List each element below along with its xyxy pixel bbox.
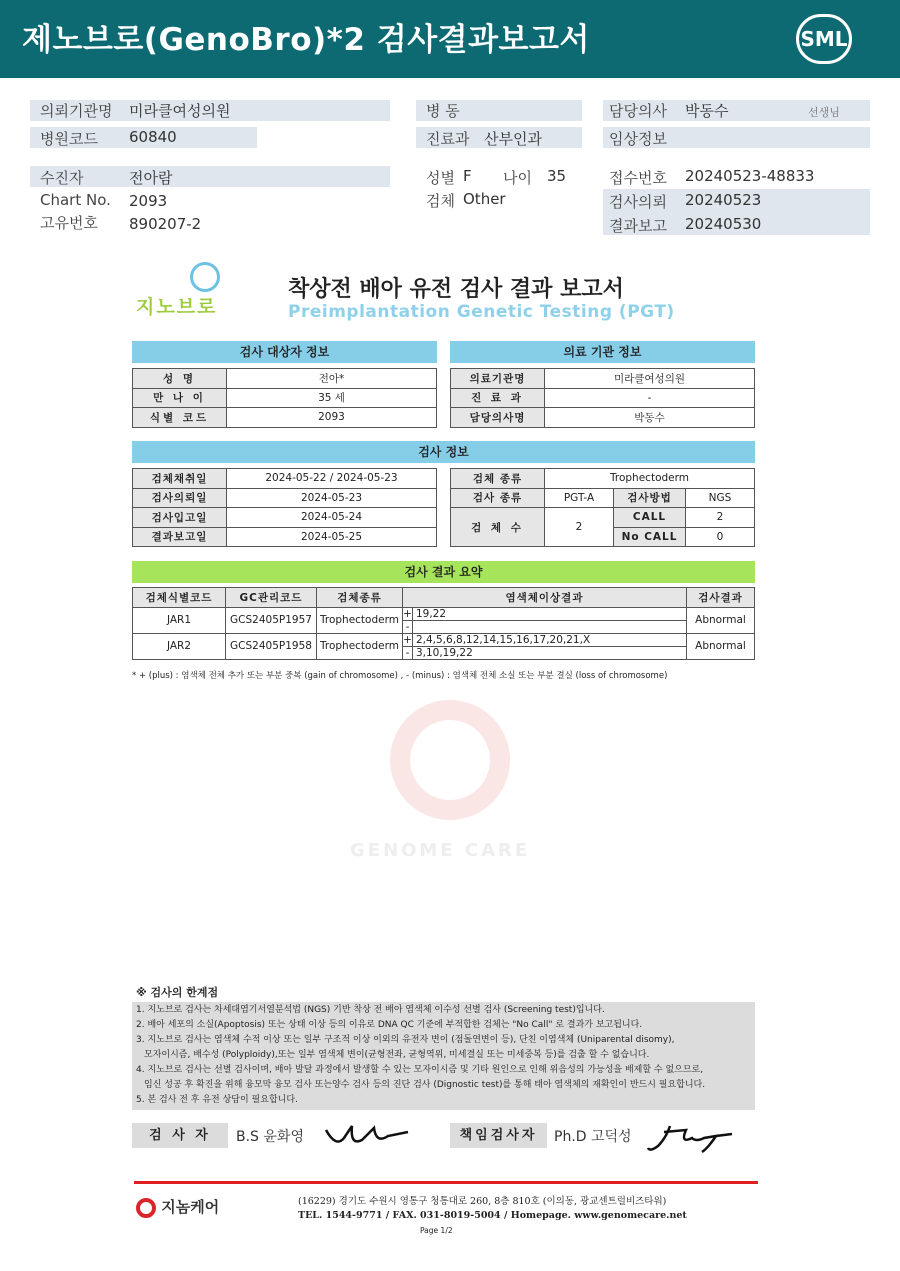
collect-value: 2024-05-22 / 2024-05-23 <box>227 469 437 489</box>
limits-title: ※ 검사의 한계점 <box>136 986 219 999</box>
test-dates-table <box>132 468 437 547</box>
watermark-text: GENOME CARE <box>350 840 531 861</box>
footer-address: (16229) 경기도 수원시 영통구 청통대로 260, 8층 810호 (이의동, 광교센트럴비즈타워) <box>298 1196 667 1207</box>
clinical-label: 임상정보 <box>609 130 667 148</box>
medical-doctor-value: 박동수 <box>545 408 755 428</box>
genobro-logo-text: 지노브로 <box>136 296 218 318</box>
limit-line: 2. 배아 세포의 소실(Apoptosis) 또는 상태 이상 등의 이유로 DNA QC 기준에 부적합한 검체는 "No Call" 로 결과가 보고됩니다. <box>136 1020 643 1030</box>
subject-age-label: 만 나 이 <box>133 388 227 408</box>
test-request-label: 검사의뢰일 <box>133 488 227 508</box>
tester-signature-icon <box>322 1118 412 1150</box>
row2-id: JAR2 <box>133 633 226 659</box>
medical-dept-value: - <box>545 388 755 408</box>
page-number: Page 1/2 <box>420 1226 453 1235</box>
subject-heading: 검사 대상자 정보 <box>132 341 437 363</box>
method-value: NGS <box>686 488 755 508</box>
test-type-value: PGT-A <box>545 488 614 508</box>
table-row <box>133 633 755 646</box>
subject-table <box>132 368 437 428</box>
nocall-label: No CALL <box>614 527 686 547</box>
genobro-logo <box>134 262 246 324</box>
report-subtitle: Preimplantation Genetic Testing (PGT) <box>288 302 675 322</box>
footer-contact: TEL. 1544-9771 / FAX. 031-8019-5004 / Homepage. www.genomecare.net <box>298 1210 687 1221</box>
test-report-value: 2024-05-25 <box>227 527 437 547</box>
tester-label: 검 사 자 <box>132 1123 228 1148</box>
limit-line: 4. 지노브로 검사는 선별 검사이며, 배아 발달 과정에서 발생할 수 있는 모자이시즘 및 기타 원인으로 인해 위음성의 가능성을 배제할 수 없으므로, <box>136 1065 704 1075</box>
chief-name: Ph.D 고덕성 <box>554 1129 632 1145</box>
sml-logo: SML <box>796 14 852 64</box>
sex-label: 성별 <box>426 169 455 187</box>
doctor-title: 선생님 <box>808 106 840 119</box>
row2-type: Trophectoderm <box>317 633 403 659</box>
row1-plus-sign: + <box>403 607 412 620</box>
subject-id-value: 2093 <box>227 408 437 428</box>
test-specimen-table <box>450 468 755 547</box>
receive-value: 2024-05-24 <box>227 508 437 528</box>
header-bar <box>0 0 900 78</box>
row1-id: JAR1 <box>133 607 226 633</box>
subject-age-value: 35 세 <box>227 388 437 408</box>
medical-doctor-label: 담당의사명 <box>451 408 545 428</box>
row2-plus-sign: + <box>403 633 412 646</box>
receipt-label: 접수번호 <box>609 169 667 187</box>
row1-minus-sign: - <box>402 620 412 633</box>
report-label: 결과보고 <box>609 217 667 235</box>
limit-line: 3. 지노브로 검사는 염색체 수적 이상 또는 일부 구조적 이상 이외의 유전자 변이 (점돌연변이 등), 단친 이염색체 (Uniparental disomy), <box>136 1035 675 1045</box>
row1-type: Trophectoderm <box>317 607 403 633</box>
request-label: 검사의뢰 <box>609 193 667 211</box>
subject-name-label: 성 명 <box>133 369 227 389</box>
summary-note: * + (plus) : 염색체 전체 추가 또는 부분 중복 (gain of chromosome) , - (minus) : 염색체 전체 소실 또는 부분 결실 (loss of chromosome) <box>132 671 668 681</box>
row2-gc: GCS2405P1958 <box>226 633 317 659</box>
row1-minus <box>412 620 686 633</box>
specimen-value: Other <box>463 190 506 208</box>
chief-label: 책임검사자 <box>450 1123 547 1148</box>
unique-label: 고유번호 <box>40 214 98 232</box>
page-title: 제노브로(GenoBro)*2 검사결과보고서 <box>22 22 590 58</box>
medical-inst-label: 의료기관명 <box>451 369 545 389</box>
medical-dept-label: 진 료 과 <box>451 388 545 408</box>
limit-line: 1. 지노브로 검사는 차세대염기서열분석법 (NGS) 기반 착상 전 배아 염색체 이수성 선별 검사 (Screening test)입니다. <box>136 1005 605 1015</box>
summary-heading: 검사 결과 요약 <box>132 561 755 583</box>
hospital-code-label: 병원코드 <box>40 130 98 148</box>
patient-label: 수진자 <box>40 169 84 187</box>
unique-value: 890207-2 <box>129 215 202 233</box>
count-label: 검 체 수 <box>451 508 545 547</box>
test-request-value: 2024-05-23 <box>227 488 437 508</box>
limit-line: 임신 성공 후 확진을 위해 융모막 융모 검사 또는양수 검사 등의 진단 검사 (Dignostic test)를 통해 태아 염색체의 재확인이 반드시 필요합니다. <box>144 1080 706 1090</box>
test-report-label: 결과보고일 <box>133 527 227 547</box>
call-value: 2 <box>686 508 755 528</box>
footer-logo <box>136 1196 219 1218</box>
specimen-type-value: Trophectoderm <box>545 469 755 489</box>
count-value: 2 <box>545 508 614 547</box>
row2-result: Abnormal <box>687 633 755 659</box>
institution-label: 의뢰기관명 <box>40 102 113 120</box>
row2-plus: 2,4,5,6,8,12,14,15,16,17,20,21,X <box>412 633 686 646</box>
method-label: 검사방법 <box>614 488 686 508</box>
chart-value: 2093 <box>129 192 168 210</box>
chart-label: Chart No. <box>40 191 111 209</box>
tester-name: B.S 윤화영 <box>236 1129 304 1145</box>
summary-table <box>132 587 755 660</box>
specimen-type-label: 검체 종류 <box>451 469 545 489</box>
medical-heading: 의료 기관 정보 <box>450 341 755 363</box>
test-info-heading: 검사 정보 <box>132 441 755 463</box>
col-header-chrom: 염색체이상결과 <box>402 588 686 608</box>
watermark-icon <box>390 700 510 820</box>
row1-result: Abnormal <box>687 607 755 633</box>
dept-label: 진료과 <box>426 130 470 148</box>
receive-label: 검사입고일 <box>133 508 227 528</box>
institution-value: 미라클여성의원 <box>129 102 231 120</box>
footer-address-block <box>298 1195 687 1223</box>
ward-label: 병 동 <box>426 102 460 120</box>
subject-id-label: 식별 코드 <box>133 408 227 428</box>
sex-value: F <box>463 167 472 185</box>
row1-gc: GCS2405P1957 <box>226 607 317 633</box>
table-row <box>133 607 755 620</box>
dept-value: 산부인과 <box>484 130 542 148</box>
genobro-circle-icon <box>190 262 220 292</box>
test-type-label: 검사 종류 <box>451 488 545 508</box>
limits-box <box>132 1002 755 1110</box>
chief-signature-icon <box>646 1118 736 1154</box>
receipt-value: 20240523-48833 <box>685 167 815 185</box>
col-header-id: 검체식별코드 <box>133 588 226 608</box>
doctor-label: 담당의사 <box>609 102 667 120</box>
footer-divider <box>134 1181 758 1184</box>
doctor-value: 박동수 <box>685 102 729 120</box>
col-header-gc: GC관리코드 <box>226 588 317 608</box>
subject-name-value: 전아* <box>227 369 437 389</box>
report-value: 20240530 <box>685 215 762 233</box>
limit-line: 모자이시즘, 배수성 (Polyploidy),또는 일부 염색체 변이(균형전좌, 균형역위, 미세결실 또는 미세중복 등)를 검출 할 수 없습니다. <box>144 1050 650 1060</box>
col-header-result: 검사결과 <box>687 588 755 608</box>
col-header-type: 검체종류 <box>317 588 403 608</box>
medical-table <box>450 368 755 428</box>
nocall-value: 0 <box>686 527 755 547</box>
hospital-code-value: 60840 <box>129 128 177 146</box>
row1-plus: 19,22 <box>412 607 686 620</box>
call-label: CALL <box>614 508 686 528</box>
row2-minus-sign: - <box>402 646 412 659</box>
footer-logo-text: 지놈케어 <box>161 1198 220 1216</box>
medical-inst-value: 미라클여성의원 <box>545 369 755 389</box>
report-title: 착상전 배아 유전 검사 결과 보고서 <box>288 277 624 302</box>
request-value: 20240523 <box>685 191 762 209</box>
genomecare-logo-icon <box>136 1198 156 1218</box>
row2-minus: 3,10,19,22 <box>412 646 686 659</box>
specimen-label: 검체 <box>426 192 455 210</box>
limit-line: 5. 본 검사 전 후 유전 상담이 필요합니다. <box>136 1095 298 1105</box>
collect-label: 검체채취일 <box>133 469 227 489</box>
age-label: 나이 <box>503 169 532 187</box>
patient-value: 전아람 <box>129 169 173 187</box>
age-value: 35 <box>547 167 567 185</box>
